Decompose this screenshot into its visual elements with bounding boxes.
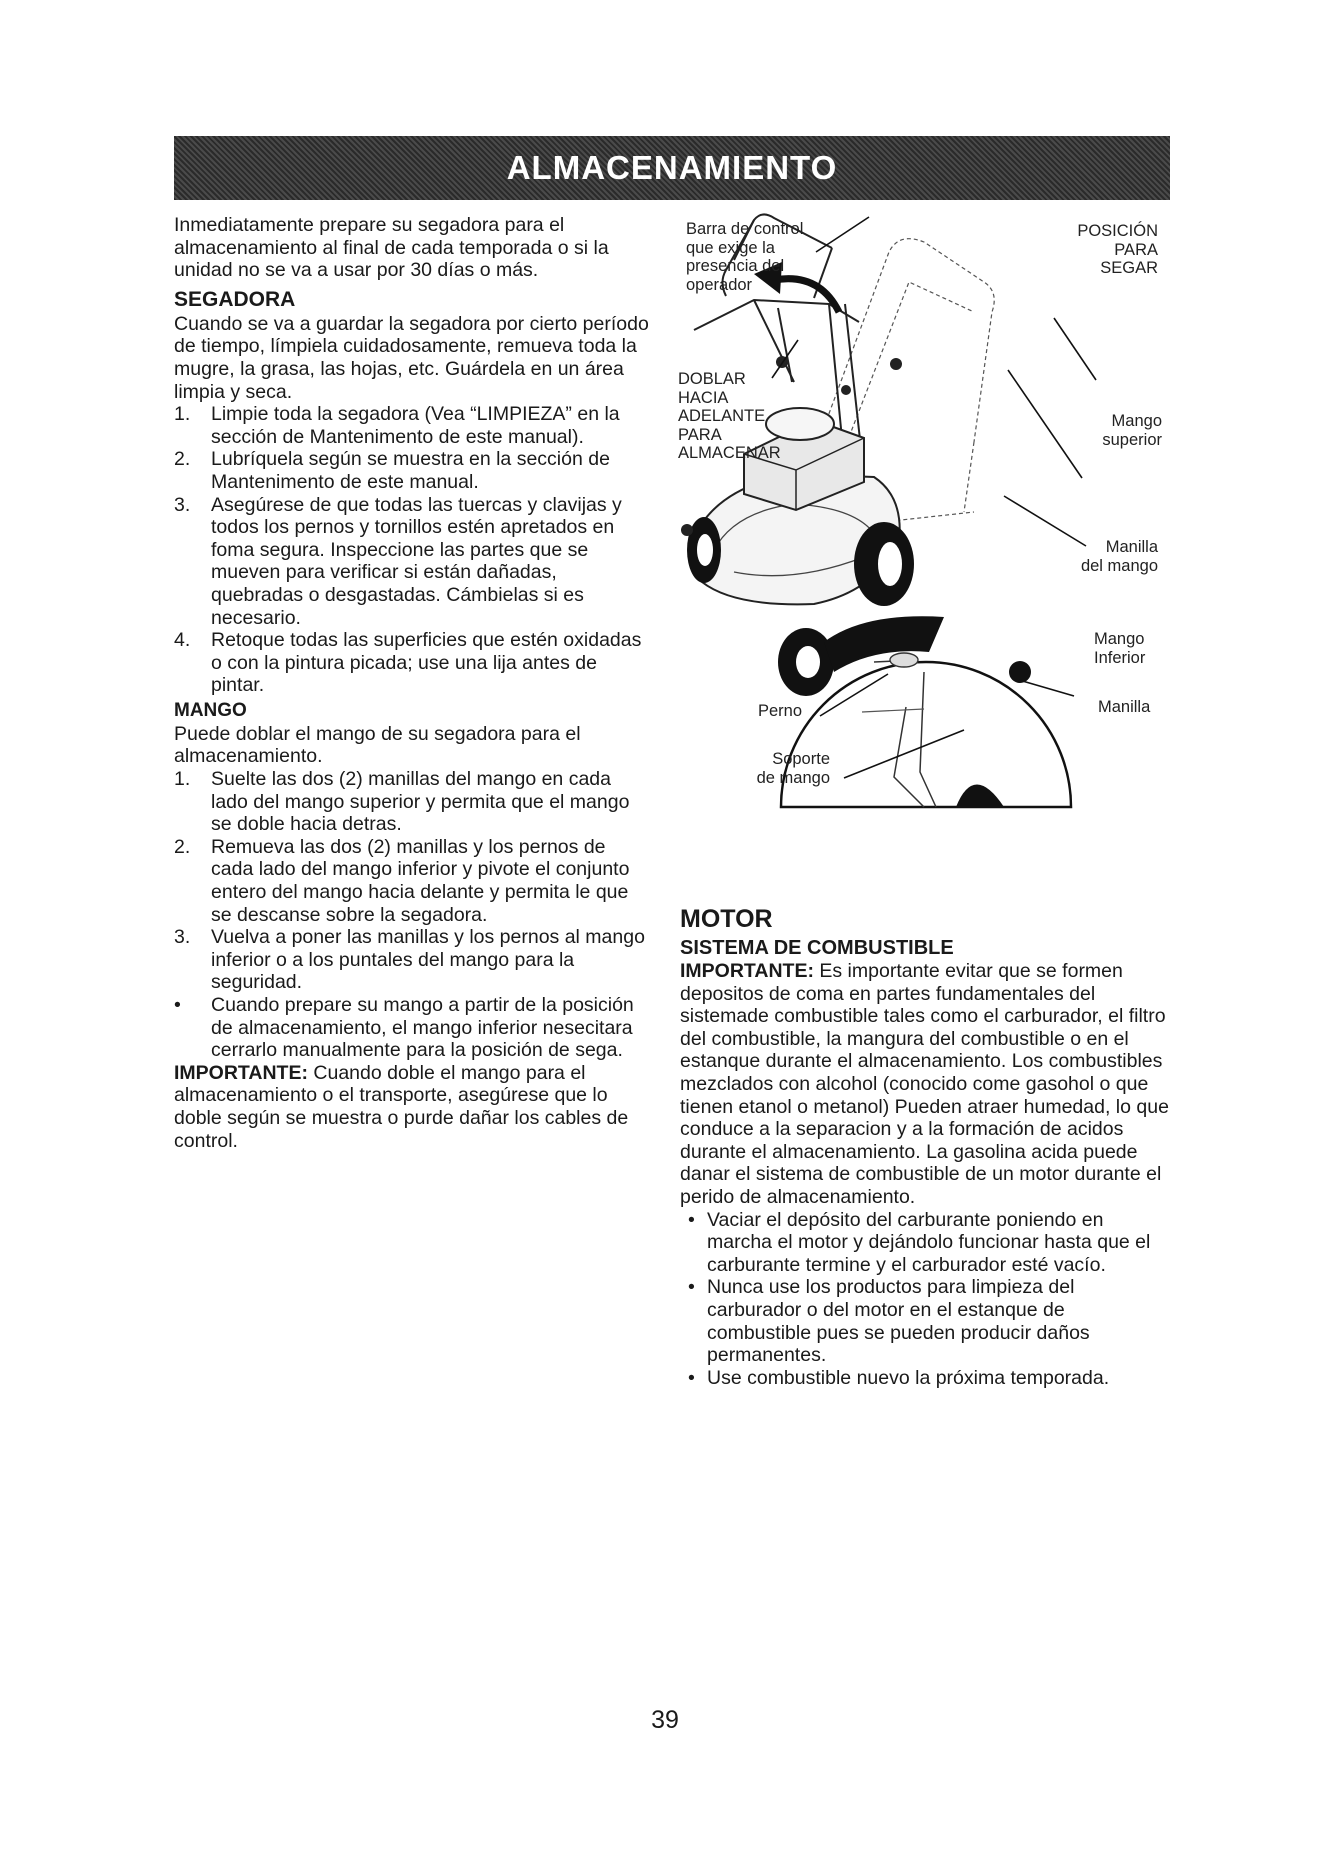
- list-item: 1. Limpie toda la segadora (Vea “LIMPIEZA” en la sección de Mantenimento de este manual).: [174, 403, 620, 448]
- important-label: IMPORTANTE:: [174, 1061, 308, 1084]
- list-item: • Vaciar el depósito del carburante poniendo en marcha el motor y dejándolo funcionar hasta que el carburante termine y el carburador esté vacío.: [688, 1208, 1151, 1276]
- mango-paragraph: Puede doblar el mango de su segadora para el almacenamiento.: [174, 722, 581, 768]
- page-number: 39: [651, 1706, 679, 1734]
- list-item: 3. Asegúrese de que todas las tuercas y clavijas y todos los pernos y tornillos estén apretados en foma segura. Inspeccione las partes que se mueven para verificar si están dañadas, quebradas o desgastadas. Cámbielas si es necesario.: [174, 493, 622, 629]
- combustible-list: [680, 1209, 1172, 1390]
- motor-heading: MOTOR: [680, 905, 773, 933]
- label-manilla: Manilla: [1098, 698, 1151, 716]
- list-item: 3. Vuelva a poner las manillas y los pernos al mango inferior o a los puntales del mango para la seguridad.: [174, 926, 645, 994]
- label-mango-inferior: Mango Inferior: [1094, 630, 1146, 667]
- mower-handle-diagram: [674, 212, 1174, 832]
- list-item: 4. Retoque todas las superficies que estén oxidadas o con la pintura picada; use una lija antes de pintar.: [174, 629, 642, 697]
- important-text: Es importante evitar que se formen depositos de coma en partes fundamentales del sistemade combustible tales como el carburador, el filtro del combustible, la mangura del combustible o en el estanque durante el almacenamiento. Los combustibles mezclados con alcohol (conocido come gasohol o que tienen etanol o metanol) Pueden atraer humedad, lo que conduce a la separacion y a la formación de acidos durante el almacenamiento. La gasolina acida puede danar el sistema de combustible de un motor durante el perido de almacenamiento.: [680, 960, 1169, 1208]
- combustible-paragraph: [680, 960, 1172, 1209]
- label-doblar-hacia-adelante: DOBLAR HACIA ADELANTE PARA ALMACENAR: [678, 370, 781, 462]
- intro-paragraph: Inmediatamente prepare su segadora para el almacenamiento al final de cada temporada o si la unidad no se va a usar por 30 días o más.: [174, 214, 609, 282]
- list-item: • Nunca use los productos para limpieza del carburador o del motor en el estanque de combustible pues se pueden producir daños permanentes.: [688, 1276, 1090, 1367]
- segadora-list: [174, 403, 652, 697]
- list-item: • Use combustible nuevo la próxima temporada.: [688, 1366, 1110, 1389]
- label-manilla-del-mango: Manilla del mango: [1080, 538, 1158, 575]
- list-item: 2. Lubríquela según se muestra en la sección de Mantenimento de este manual.: [174, 448, 610, 493]
- left-column: [174, 214, 652, 1152]
- important-label: IMPORTANTE:: [680, 960, 814, 982]
- section-banner: [174, 136, 1170, 200]
- label-barra-de-control: Barra de control que exige la presencia del operador: [686, 220, 804, 294]
- list-item: 2. Remueva las dos (2) manillas y los pernos de cada lado del mango inferior y pivote el conjunto entero del mango hacia delante y permita le que se descanse sobre la segadora.: [174, 835, 630, 926]
- page-title: ALMACENAMIENTO: [506, 149, 838, 186]
- segadora-paragraph: Cuando se va a guardar la segadora por cierto período de tiempo, límpiela cuidadosamente, remueva toda la mugre, la grasa, las hojas, etc. Guárdela en un área limpia y seca.: [174, 312, 649, 403]
- important-text: Cuando doble el mango para el almacenamiento o el transporte, asegúrese que lo doble según se muestra o purde dañar los cables de control.: [174, 1061, 629, 1152]
- list-item: 1. Suelte las dos (2) manillas del mango en cada lado del mango superior y permita que el mango se doble hacia detras.: [174, 768, 630, 836]
- label-perno: Perno: [758, 702, 803, 720]
- right-column: [680, 904, 1172, 1389]
- list-item: • Cuando prepare su mango a partir de la posición de almacenamiento, el mango inferior nesecitara cerrarlo manualmente para la posición de sega.: [174, 994, 634, 1062]
- label-posicion-para-segar: POSICIÓN PARA SEGAR: [1077, 222, 1158, 277]
- sistema-combustible-heading: SISTEMA DE COMBUSTIBLE: [680, 937, 954, 959]
- mango-list: [174, 768, 652, 1062]
- label-mango-superior: Mango superior: [1102, 412, 1162, 449]
- mango-heading: MANGO: [174, 699, 247, 721]
- mower-illustration: [674, 212, 1174, 832]
- important-note: [174, 1062, 652, 1152]
- label-soporte-de-mango: Soporte de mango: [756, 750, 830, 787]
- segadora-heading: SEGADORA: [174, 287, 296, 311]
